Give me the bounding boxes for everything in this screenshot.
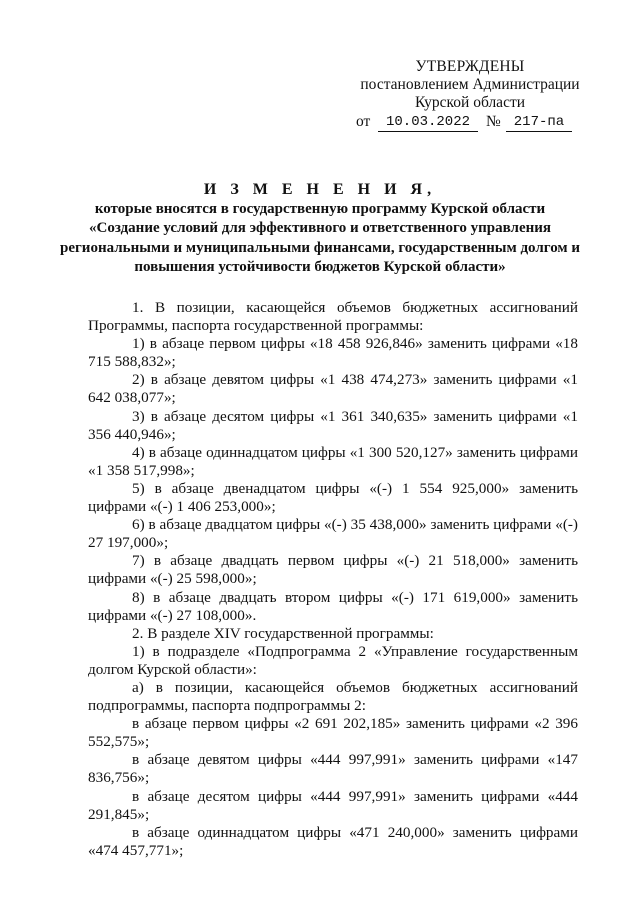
approval-heading: УТВЕРЖДЕНЫ bbox=[415, 58, 525, 75]
approval-line-2: Курской области bbox=[414, 94, 526, 111]
date-from-label: от bbox=[356, 113, 371, 130]
paragraph: в абзаце одиннадцатом цифры «471 240,000» заменить цифрами «474 457,771»; bbox=[88, 823, 578, 859]
document-title: И З М Е Н Е Н И Я, bbox=[203, 181, 437, 198]
document-subtitle: которые вносятся в государственную программу Курской области «Создание условий для эффективного и ответственного управления региональными и муниципальными финансами, государственным долгом и повышения устойчивости бюджетов Курской области» bbox=[60, 200, 581, 275]
approval-stamp bbox=[340, 58, 600, 133]
paragraph: 4) в абзаце одиннадцатом цифры «1 300 520,127» заменить цифрами «1 358 517,998»; bbox=[88, 443, 578, 479]
paragraph: 1. В позиции, касающейся объемов бюджетных ассигнований Программы, паспорта государственной программы: bbox=[88, 299, 578, 335]
paragraph: 2. В разделе XIV государственной программы: bbox=[132, 624, 434, 642]
approval-date-line bbox=[340, 113, 600, 133]
paragraph: 6) в абзаце двадцатом цифры «(-) 35 438,000» заменить цифрами «(-) 27 197,000»; bbox=[88, 516, 578, 552]
approval-number: 217-па bbox=[506, 113, 572, 132]
paragraph: 1) в абзаце первом цифры «18 458 926,846» заменить цифрами «18 715 588,832»; bbox=[88, 335, 578, 371]
paragraph: 8) в абзаце двадцать втором цифры «(-) 171 619,000» заменить цифрами «(-) 27 108,000». bbox=[88, 588, 578, 624]
paragraph: 7) в абзаце двадцать первом цифры «(-) 21 518,000» заменить цифрами «(-) 25 598,000»; bbox=[88, 552, 578, 588]
paragraph: 5) в абзаце двенадцатом цифры «(-) 1 554 925,000» заменить цифрами «(-) 1 406 253,000»; bbox=[88, 479, 578, 516]
document-body bbox=[88, 299, 578, 860]
paragraph: в абзаце девятом цифры «444 997,991» заменить цифрами «147 836,756»; bbox=[88, 751, 578, 787]
number-label: № bbox=[486, 113, 501, 130]
paragraph: 1) в подразделе «Подпрограмма 2 «Управление государственным долгом Курской области»: bbox=[88, 642, 578, 678]
paragraph: в абзаце первом цифры «2 691 202,185» заменить цифрами «2 396 552,575»; bbox=[88, 715, 578, 751]
approval-date: 10.03.2022 bbox=[378, 113, 478, 132]
paragraph: 3) в абзаце десятом цифры «1 361 340,635» заменить цифрами «1 356 440,946»; bbox=[88, 407, 578, 443]
paragraph: а) в позиции, касающейся объемов бюджетных ассигнований подпрограммы, паспорта подпрограммы 2: bbox=[88, 678, 578, 715]
approval-line-1: постановлением Администрации bbox=[360, 76, 580, 93]
document-title-block bbox=[60, 180, 580, 278]
paragraph: в абзаце десятом цифры «444 997,991» заменить цифрами «444 291,845»; bbox=[88, 787, 578, 823]
paragraph: 2) в абзаце девятом цифры «1 438 474,273» заменить цифрами «1 642 038,077»; bbox=[88, 371, 578, 407]
